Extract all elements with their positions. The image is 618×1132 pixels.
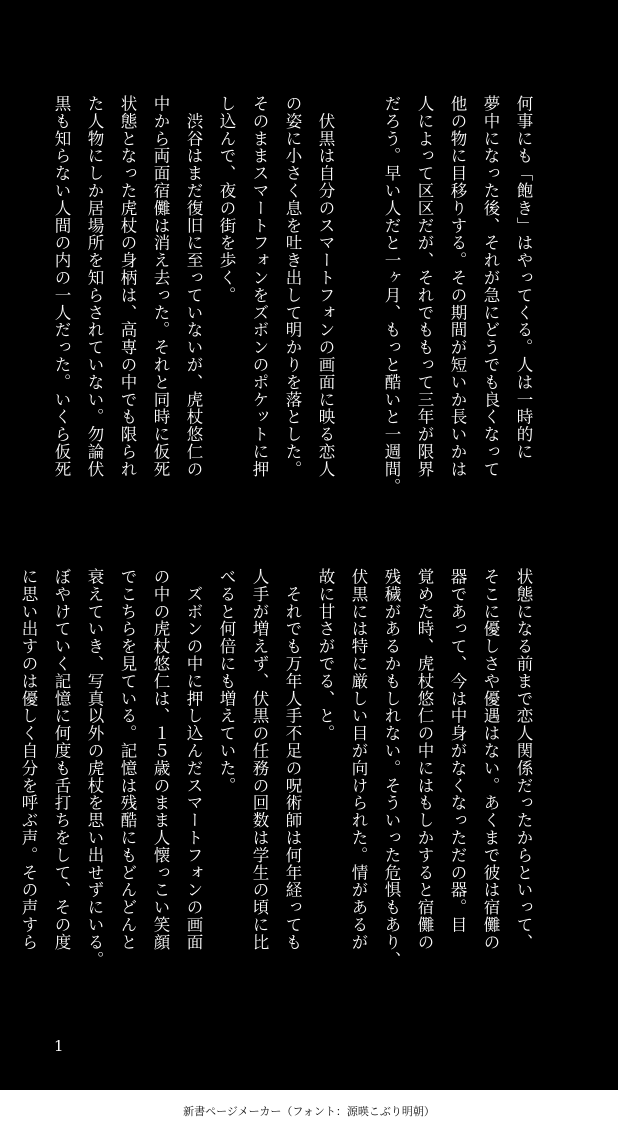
text-line: ズボンの中に押し込んだスマートフォンの画面 — [184, 568, 203, 951]
text-block-upper — [52, 95, 540, 525]
text-line: 夢中になった後、それが急にどうでも良くなって — [481, 95, 500, 478]
page-number: 1 — [54, 1037, 64, 1055]
text-line: 器であって、今は中身がなくなっただの器。目 — [448, 568, 467, 934]
footer-caption: 新書ページメーカー（フォント：源暎こぶり明朝） — [183, 1105, 435, 1118]
text-line: し込んで、夜の街を歩く。 — [217, 95, 236, 304]
text-line: そこに優しさや優遇はない。あくまで彼は宿儺の — [481, 568, 500, 951]
text-line: 黒も知らない人間の内の一人だった。いくら仮死 — [52, 95, 71, 478]
text-line: でこちらを見ている。記憶は残酷にもどんどんと — [118, 568, 137, 951]
text-line: それでも万年人手不足の呪術師は何年経っても — [283, 568, 302, 951]
text-block-lower — [19, 568, 540, 988]
text-line — [342, 95, 375, 525]
text-line: 中から両面宿儺は消え去った。それと同時に仮死 — [151, 95, 170, 478]
text-line: に思い出すのは優しく自分を呼ぶ声。その声すら — [19, 568, 38, 951]
text-line: 衰えていき、写真以外の虎杖を思い出せずにいる。 — [85, 568, 104, 969]
text-line: 覚めた時、虎杖悠仁の中にはもしかすると宿儺の — [415, 568, 434, 951]
text-line: 他の物に目移りする。その期間が短いか長いかは — [448, 95, 467, 478]
text-line: そのままスマートフォンをズボンのポケットに押 — [250, 95, 269, 478]
text-line: 残穢があるかもしれない。そういった危惧もあり、 — [382, 568, 401, 969]
text-line: 伏黒には特に厳しい目が向けられた。情があるが — [349, 568, 368, 951]
text-line: だろう。早い人だと一ヶ月、もっと酷いと一週間。 — [382, 95, 401, 496]
text-line: 故に甘さがでる、と。 — [316, 568, 335, 742]
text-line: 人によって区区だが、それでももって三年が限界 — [415, 95, 434, 478]
text-line: 何事にも「飽き」はやってくる。人は一時的に — [514, 95, 533, 461]
text-line: 渋谷はまだ復旧に至っていないが、虎杖悠仁の — [184, 95, 203, 478]
text-line: べると何倍にも増えていた。 — [217, 568, 236, 795]
text-line: 状態になる前まで恋人関係だったからといって、 — [514, 568, 533, 951]
text-line: 状態となった虎杖の身柄は、高専の中でも限られ — [118, 95, 137, 478]
text-line: 伏黒は自分のスマートフォンの画面に映る恋人 — [316, 95, 335, 478]
text-line: の姿に小さく息を吐き出して明かりを落とした。 — [283, 95, 302, 478]
text-line: 人手が増えず、伏黒の任務の回数は学生の頃に比 — [250, 568, 269, 951]
text-line: た人物にしか居場所を知らされていない。勿論伏 — [85, 95, 104, 478]
text-line: ぼやけていく記憶に何度も舌打ちをして、その度 — [52, 568, 71, 951]
text-line: の中の虎杖悠仁は、１５歳のまま人懐っこい笑顔 — [151, 568, 170, 951]
